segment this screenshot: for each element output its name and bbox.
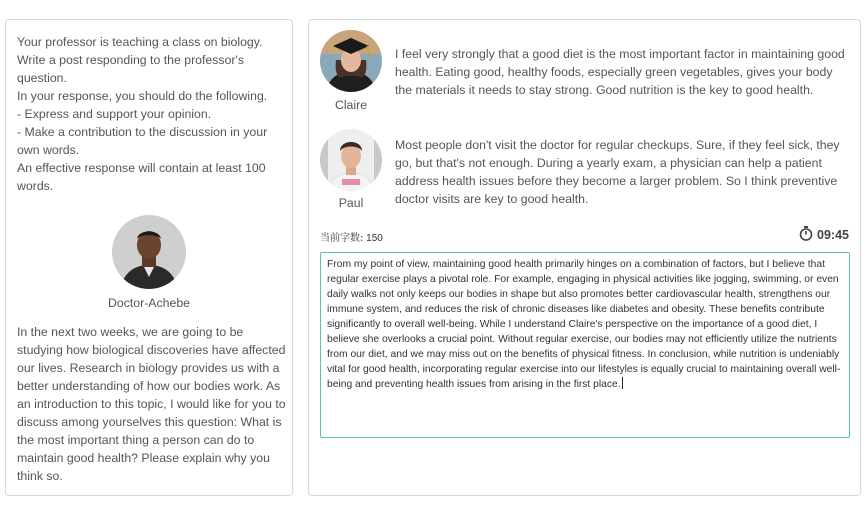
word-count bbox=[320, 229, 383, 244]
response-textarea[interactable] bbox=[320, 252, 850, 438]
paul-avatar bbox=[320, 129, 382, 191]
instruction-line: In your response, you should do the following. bbox=[17, 89, 268, 103]
text-caret bbox=[622, 377, 623, 389]
task-instructions bbox=[17, 33, 285, 195]
timer-value: 09:45 bbox=[817, 228, 849, 242]
prompt-panel bbox=[5, 19, 293, 496]
word-count-label: 当前字数: bbox=[320, 233, 364, 244]
claire-name: Claire bbox=[334, 98, 368, 112]
paul-name: Paul bbox=[338, 196, 364, 210]
stopwatch-icon bbox=[799, 226, 813, 244]
paul-post: Most people don't visit the doctor for regular checkups. Sure, if they feel sick, they go, but that's not enough. During a yearly exam, a physician can help a patient address health issues before they become a larger problem. So I think preventive doctor visits are key to good health. bbox=[395, 138, 840, 206]
instruction-line: Your professor is teaching a class on biology. Write a post responding to the professor's question. bbox=[17, 35, 263, 85]
claire-avatar bbox=[320, 30, 382, 92]
professor-question: In the next two weeks, we are going to be studying how biological discoveries have affected our lives. Research in biology provides us with a better understanding of how our bodies work. As an introduction to this topic, I would like for you to discuss among yourselves this question: What is the most important thing a person can do to maintain good health? Please explain why you think so. bbox=[17, 325, 286, 483]
professor-name: Doctor-Achebe bbox=[107, 296, 191, 310]
word-count-value: 150 bbox=[366, 233, 383, 244]
instruction-line: - Express and support your opinion. bbox=[17, 107, 212, 121]
discussion-panel bbox=[308, 19, 861, 496]
claire-post: I feel very strongly that a good diet is the most important factor in maintaining good health. Eating good, healthy foods, especially green vegetables, gives your body the materials it needs to stay strong. Good nutrition is the key to good health. bbox=[395, 47, 845, 97]
instruction-line: An effective response will contain at least 100 words. bbox=[17, 161, 266, 193]
instruction-line: - Make a contribution to the discussion in your own words. bbox=[17, 125, 268, 157]
timer bbox=[799, 226, 849, 244]
response-text: From my point of view, maintaining good health primarily hinges on a combination of factors, but I believe that regular exercise plays a pivotal role. For example, engaging in physical activities like jogging, swimming, or even daily walks not only keeps our bodies in shape but also promotes better cardiovascular health, strengthens our immune system, and reduces the risk of chronic diseases like diabetes and obesity. These benefits contribute significantly to overall well-being. While I understand Claire's perspective on the importance of a good diet, I believe she overlooks a crucial point. Without regular exercise, our bodies may not efficiently utilize the nutrients from our diet, and we may miss out on the benefits of physical fitness. In conclusion, while nutrition is undeniably vital for good health, incorporating regular exercise into our lifestyles is equally crucial to maintaining overall well-being and preventing health issues from arising in the first place. bbox=[327, 259, 841, 390]
professor-avatar bbox=[112, 215, 186, 289]
